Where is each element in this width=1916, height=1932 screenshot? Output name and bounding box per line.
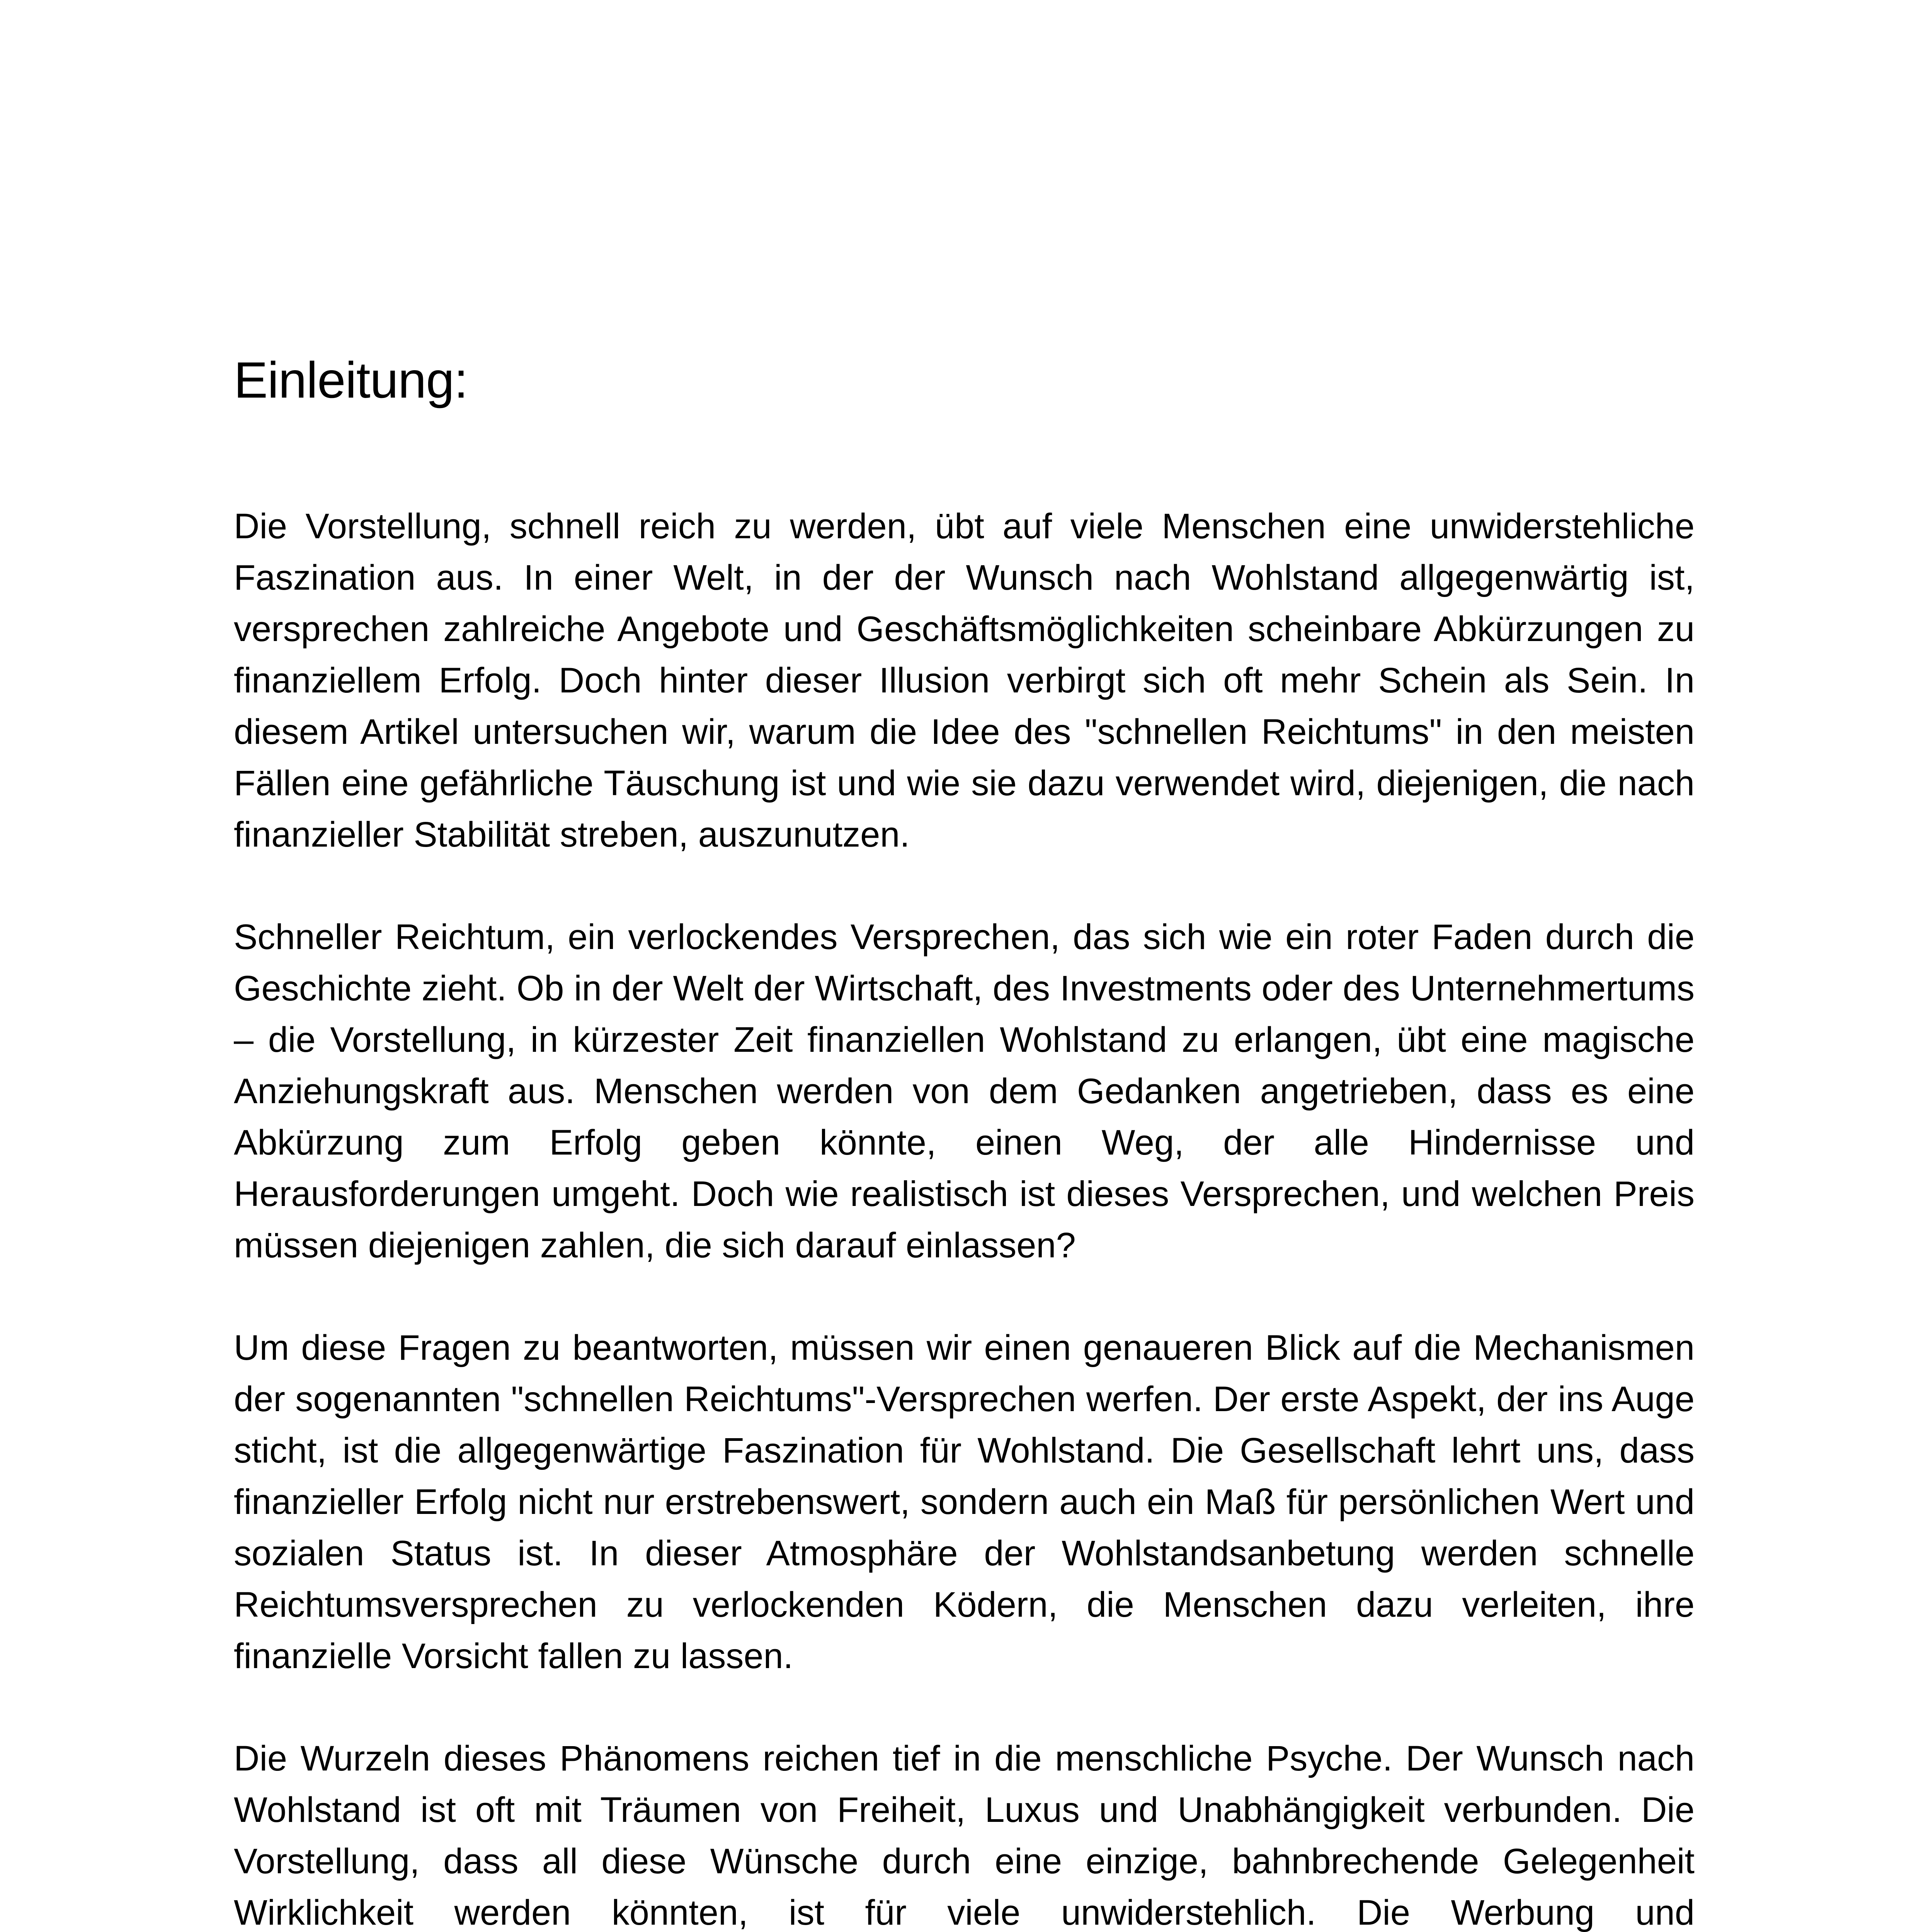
paragraph-1: Die Vorstellung, schnell reich zu werden, übt auf viele Menschen eine unwiderstehliche Faszination aus. In einer Welt, in der der Wunsch nach Wohlstand allgegenwärtig ist, versprechen zahlreiche Angebote und Geschäftsmöglichkeiten scheinbare Abkürzungen zu finanziellem Erfolg. Doch hinter dieser Illusion verbirgt sich oft mehr Schein als Sein. In diesem Artikel untersuchen wir, warum die Idee des "schnellen Reichtums" in den meisten Fällen eine gefährliche Täuschung ist und wie sie dazu verwendet wird, diejenigen, die nach finanzieller Stabilität streben, auszunutzen. [234, 507, 1695, 854]
paragraph-3: Um diese Fragen zu beantworten, müssen wir einen genaueren Blick auf die Mechanismen der sogenannten "schnellen Reichtums"-Versprechen werfen. Der erste Aspekt, der ins Auge sticht, ist die allgegenwärtige Faszination für Wohlstand. Die Gesellschaft lehrt uns, dass finanzieller Erfolg nicht nur erstrebenswert, sondern auch ein Maß für persönlichen Wert und sozialen Status ist. In dieser Atmosphäre der Wohlstandsanbetung werden schnelle Reichtumsversprechen zu verlockenden Ködern, die Menschen dazu verleiten, ihre finanzielle Vorsicht fallen zu lassen. [234, 1328, 1695, 1676]
paragraph-2: Schneller Reichtum, ein verlockendes Versprechen, das sich wie ein roter Faden durch die Geschichte zieht. Ob in der Welt der Wirtschaft, des Investments oder des Unternehmertums – die Vorstellung, in kürzester Zeit finanziellen Wohlstand zu erlangen, übt eine magische Anziehungskraft aus. Menschen werden von dem Gedanken angetrieben, dass es eine Abkürzung zum Erfolg geben könnte, einen Weg, der alle Hindernisse und Herausforderungen umgeht. Doch wie realistisch ist dieses Versprechen, und welchen Preis müssen diejenigen zahlen, die sich darauf einlassen? [234, 917, 1695, 1265]
page-content [234, 348, 1695, 1932]
body-text [234, 501, 1695, 1932]
paragraph-4: Die Wurzeln dieses Phänomens reichen tief in die menschliche Psyche. Der Wunsch nach Wohlstand ist oft mit Träumen von Freiheit, Luxus und Unabhängigkeit verbunden. Die Vorstellung, dass all diese Wünsche durch eine einzige, bahnbrechende Gelegenheit Wirklichkeit werden könnten, ist für viele unwiderstehlich. Die Werbung und [234, 1739, 1695, 1932]
section-heading: Einleitung: [234, 352, 468, 408]
